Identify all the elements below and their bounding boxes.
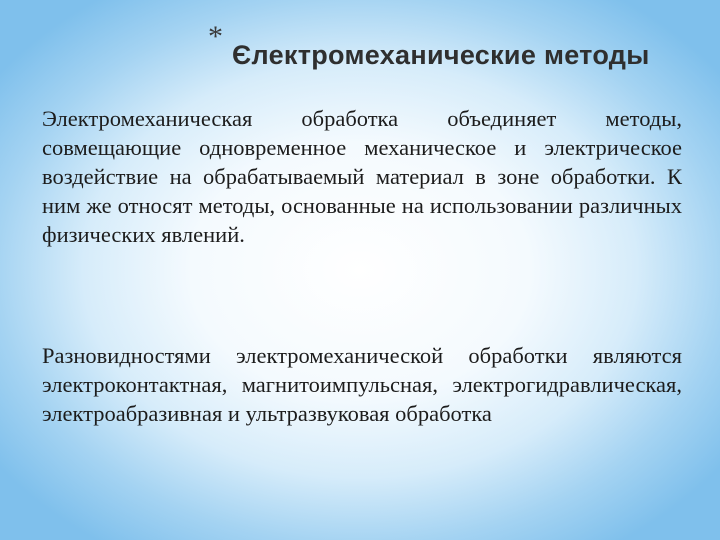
slide-title: Єлектромеханические методы — [232, 40, 650, 70]
title-row — [0, 18, 720, 78]
paragraph-types: Разновидностями электромеханической обработки являются электроконтактная, магнитоимпульсная, электрогидравлическая, электроабразивная и ультразвуковая обработка — [42, 343, 682, 426]
paragraph-intro: Электромеханическая обработка объединяет методы, совмещающие одновременное механическое и электрическое воздействие на обрабатываемый материал в зоне обработки. К ним же относят методы, основанные на использовании различных физических явлений. — [42, 106, 682, 247]
asterisk-icon: * — [208, 20, 223, 53]
